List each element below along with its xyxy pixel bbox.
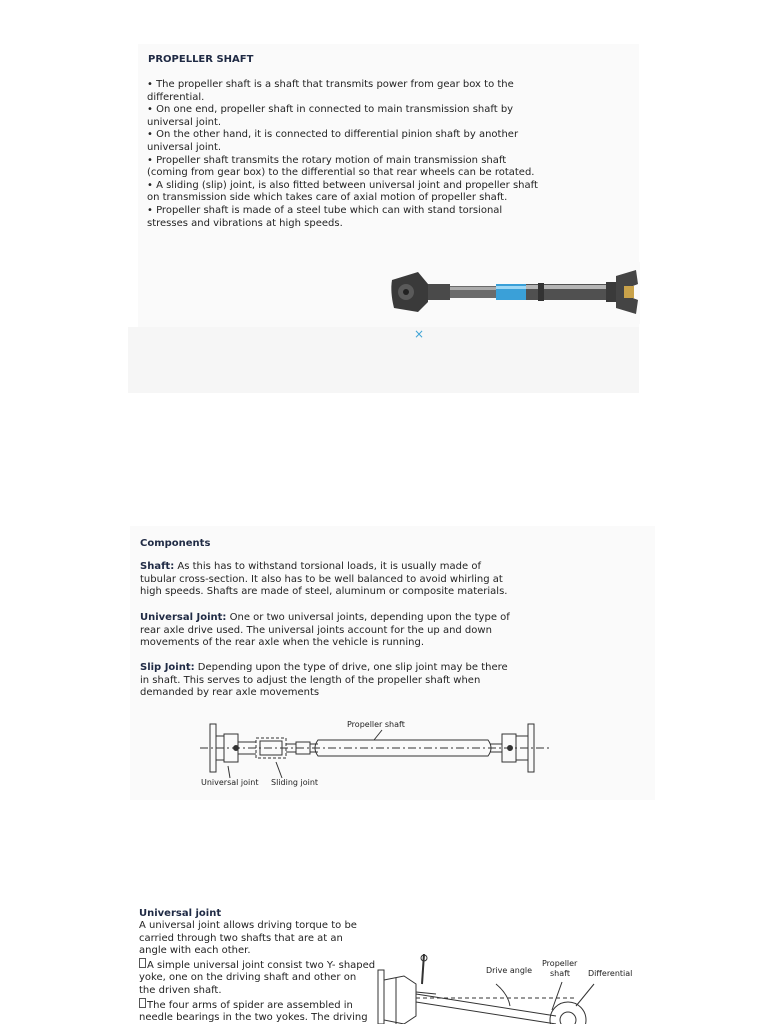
propeller-shaft-slide	[138, 44, 639, 327]
label-propeller-shaft: Propeller shaft	[347, 720, 405, 729]
component-para-shaft	[140, 561, 510, 599]
checkbox-glyph-icon	[139, 998, 146, 1008]
term-text: One or two universal joints, depending upon the type of rear axle drive used. The universal joints account for the up and down movements of the rear axle when the vehicle is running.	[140, 612, 510, 649]
universal-joint-slide	[130, 900, 660, 1024]
text-line: the driven shaft.	[139, 984, 222, 996]
text-line: yoke, one on the driving shaft and other on	[139, 972, 357, 984]
propeller-shaft-photo	[388, 262, 640, 324]
checkbox-glyph-icon	[139, 958, 146, 968]
ad-banner	[128, 327, 639, 393]
component-para-slip-joint	[140, 662, 510, 700]
section-title-components: Components	[140, 538, 211, 549]
component-para-universal-joint	[140, 612, 510, 650]
bullet-item: • The propeller shaft is a shaft that transmits power from gear box to the differential.	[147, 79, 514, 103]
drive-angle-diagram	[376, 954, 636, 1024]
label-sliding-joint: Sliding joint	[271, 778, 319, 787]
term-label: Universal Joint:	[140, 612, 227, 623]
universal-joint-text	[139, 920, 384, 1025]
label-propeller: Propeller	[542, 959, 578, 968]
label-differential: Differential	[588, 969, 633, 978]
close-icon[interactable]: ×	[414, 327, 425, 341]
text-line: A simple universal joint consist two Y- shaped	[139, 958, 384, 973]
term-text: Depending upon the type of drive, one slip joint may be there in shaft. This serves to adjust the length of the propeller shaft when demanded by rear axle movements	[140, 662, 508, 699]
bullet-item: • Propeller shaft is made of a steel tube which can with stand torsional stresses and vibrations at high speeds.	[147, 204, 503, 229]
bullet-item: • Propeller shaft transmits the rotary motion of main transmission shaft (coming from gear box) to the differential so that rear wheels can be rotated.	[147, 154, 535, 179]
section-title-universal-joint: Universal joint	[139, 908, 222, 919]
term-label: Shaft:	[140, 561, 175, 572]
bullet-item: • On one end, propeller shaft in connected to main transmission shaft by universal joint.	[147, 104, 514, 128]
text-line: The four arms of spider are assembled in	[139, 998, 384, 1013]
text-line: carried through two shafts that are at an	[139, 932, 343, 944]
section-title-propeller-shaft: PROPELLER SHAFT	[148, 54, 254, 65]
bullet-item: • On the other hand, it is connected to differential pinion shaft by another universal joint.	[147, 129, 519, 153]
term-label: Slip Joint:	[140, 662, 195, 673]
components-slide	[130, 526, 655, 800]
label-universal-joint: Universal joint	[201, 778, 259, 787]
text-line: needle bearings in the two yokes. The driving	[139, 1012, 368, 1024]
text-line: angle with each other.	[139, 945, 251, 957]
bullet-list	[147, 79, 542, 230]
text-line: A universal joint allows driving torque to be	[139, 920, 357, 931]
label-drive-angle: Drive angle	[486, 966, 533, 975]
term-text: As this has to withstand torsional loads, it is usually made of tubular cross-section. It also has to be well balanced to avoid whirling at high speeds. Shafts are made of steel, aluminum or composite materials.	[140, 561, 508, 598]
label-shaft: shaft	[550, 969, 570, 978]
bullet-item: • A sliding (slip) joint, is also fitted between universal joint and propeller shaft on transmission side which takes care of axial motion of propeller shaft.	[147, 179, 538, 204]
